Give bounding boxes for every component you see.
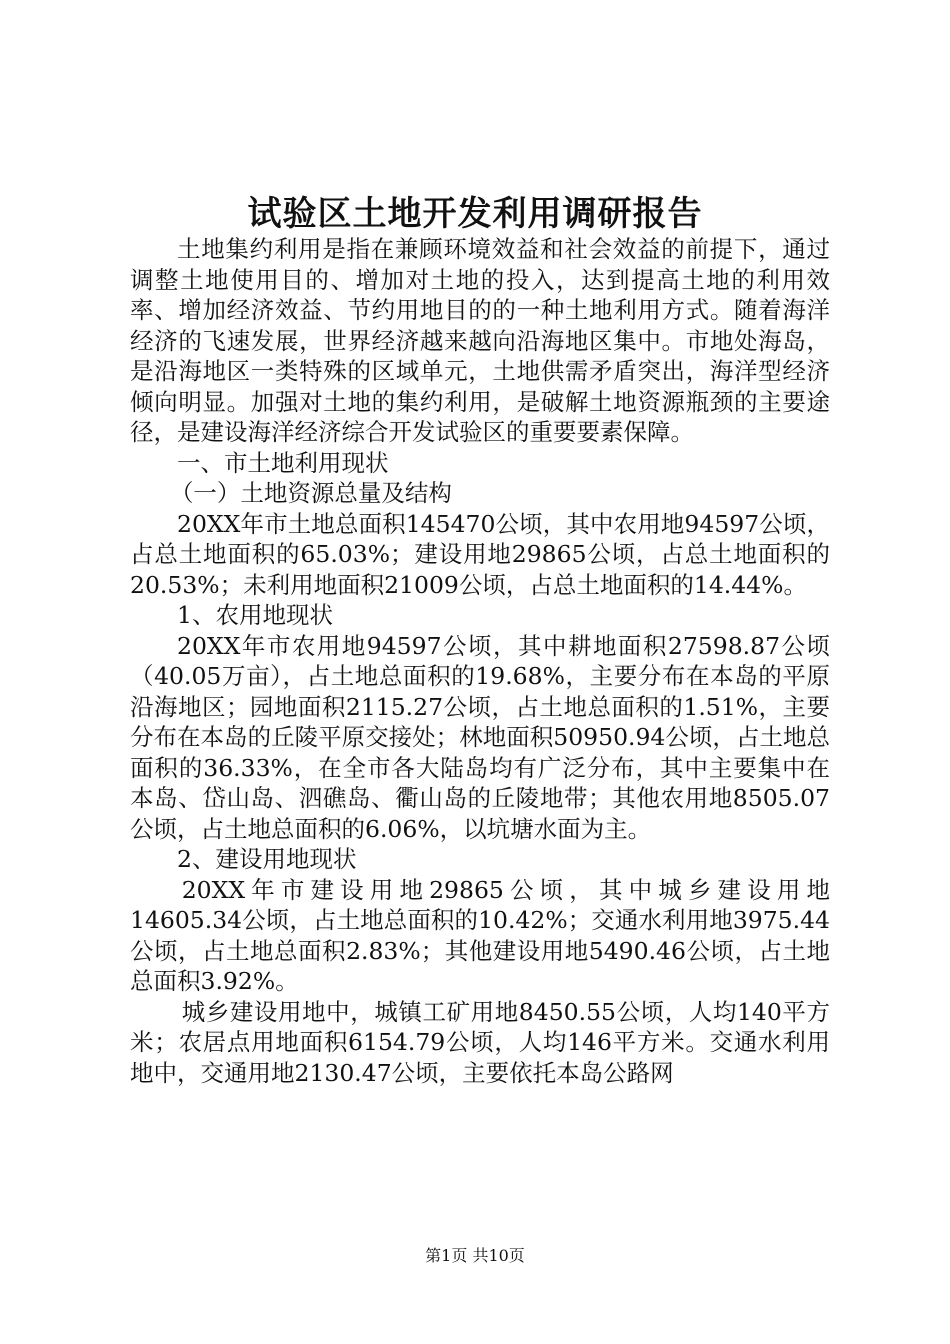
agricultural-land-heading: 1、农用地现状 (177, 601, 333, 629)
land-total-paragraph: 20XX年市土地总面积145470公顷，其中农用地94597公顷，占总土地面积的65.03%；建设用地29865公顷，占总土地面积的20.53%；未利用地面积21009公顷，占总土地面积的14.44%。 (130, 509, 830, 599)
construction-land-paragraph: 20XX年市建设用地29865公顷，其中城乡建设用地14605.34公顷，占土地总面积的10.42%；交通水利用地3975.44公顷，占土地总面积2.83%；其他建设用地5490.46公顷，占土地总面积3.92%。 (130, 875, 830, 995)
construction-land-heading: 2、建设用地现状 (177, 845, 357, 873)
agricultural-land-paragraph: 20XX年市农用地94597公顷，其中耕地面积27598.87公顷（40.05万亩），占土地总面积的19.68%，主要分布在本岛的平原沿海地区；园地面积2115.27公顷，占土地总面积的1.51%，主要分布在本岛的丘陵平原交接处；林地面积50950.94公顷，占土地总面积的36.33%，在全市各大陆岛均有广泛分布，其中主要集中在本岛、岱山岛、泗礁岛、衢山岛的丘陵地带；其他农用地8505.07公顷，占土地总面积的6.06%，以坑塘水面为主。 (130, 631, 830, 843)
document-body (130, 234, 830, 1088)
intro-paragraph: 土地集约利用是指在兼顾环境效益和社会效益的前提下，通过调整土地使用目的、增加对土地的投入，达到提高土地的利用效率、增加经济效益、节约用地目的的一种土地利用方式。随着海洋经济的飞速发展，世界经济越来越向沿海地区集中。市地处海岛，是沿海地区一类特殊的区域单元，土地供需矛盾突出，海洋型经济倾向明显。加强对土地的集约利用，是破解土地资源瓶颈的主要途径，是建设海洋经济综合开发试验区的重要要素保障。 (130, 235, 830, 446)
document-title: 试验区土地开发利用调研报告 (247, 194, 703, 234)
section-heading-1: 一、市土地利用现状 (177, 448, 389, 477)
urban-rural-land-paragraph: 城乡建设用地中，城镇工矿用地8450.55公顷，人均140平方米；农居点用地面积6154.79公顷，人均146平方米。交通水利用地中，交通用地2130.47公顷，主要依托本岛公路网 (130, 997, 830, 1087)
subsection-heading-1: （一）土地资源总量及结构 (169, 479, 452, 507)
page-footer: 第1页 共10页 (425, 1246, 525, 1265)
